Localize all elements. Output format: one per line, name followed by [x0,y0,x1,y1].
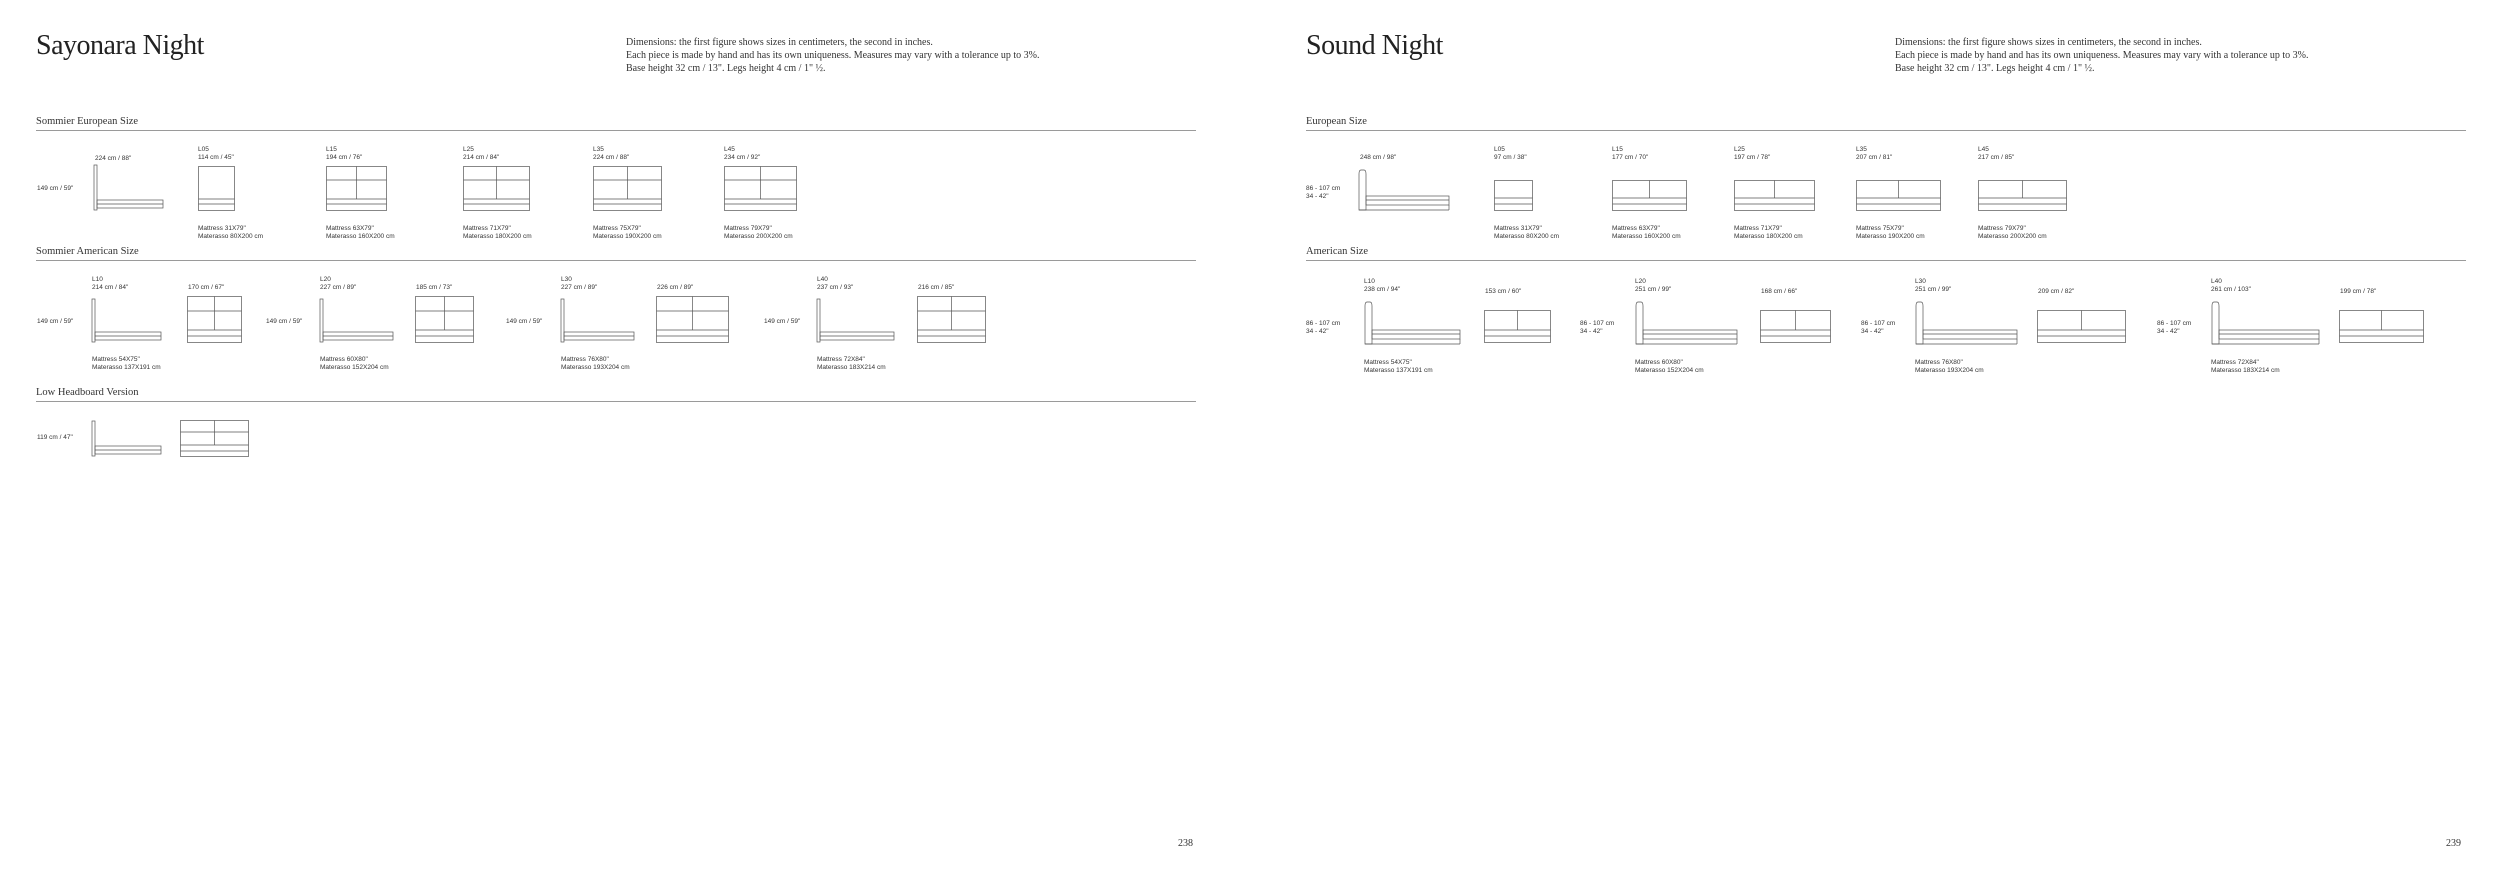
mattress-label-l20 [1635,359,1704,374]
model-code: L10 [1364,278,1375,285]
model-code: L10 [92,276,103,283]
materasso-size: Materasso 152X204 cm [320,363,389,371]
mattress-size: Mattress 54X75" [1364,359,1412,366]
materasso-size: Materasso 160X200 cm [1612,232,1681,240]
width-label: 153 cm / 60" [1485,288,1522,295]
model-label-l30 [561,276,597,291]
mattress-size: Mattress 31X79" [1494,225,1542,232]
mattress-label-l05 [1494,225,1559,240]
bed-side-view-drawing [93,162,165,214]
side-length-label: 237 cm / 93" [817,283,854,291]
model-label-l10 [92,276,128,291]
height-label: 119 cm / 47" [37,434,73,441]
model-width: 217 cm / 85" [1978,153,2015,161]
width-label: 168 cm / 66" [1761,288,1798,295]
mattress-size: Mattress 71X79" [1734,225,1782,232]
model-width: 197 cm / 78" [1734,153,1771,161]
bed-front-view-drawing [2037,310,2127,348]
bed-front-view-drawing [198,166,236,212]
bed-side-view-drawing [560,296,636,346]
side-length-label: 224 cm / 88" [95,155,132,162]
bed-side-view-drawing [2210,300,2322,348]
mattress-size: Mattress 76X80" [1915,359,1963,366]
materasso-size: Materasso 183X214 cm [2211,366,2280,374]
bed-front-view-drawing [187,296,243,346]
side-length-label: 238 cm / 94" [1364,285,1401,293]
height-label: 149 cm / 59" [37,185,74,192]
mattress-label-l10 [92,356,161,371]
model-label-l20 [1635,278,1671,293]
model-code: L35 [593,146,604,153]
model-code: L25 [463,146,474,153]
model-code: L25 [1734,146,1745,153]
materasso-size: Materasso 193X204 cm [1915,366,1984,374]
materasso-size: Materasso 152X204 cm [1635,366,1704,374]
mattress-label-l45 [1978,225,2047,240]
bed-side-view-drawing [1363,300,1463,348]
materasso-size: Materasso 193X204 cm [561,363,630,371]
page-title: Sound Night [1306,30,1443,61]
mattress-size: Mattress 63X79" [326,225,374,232]
mattress-label-l15 [326,225,395,240]
height-in: 34 - 42" [1306,327,1329,335]
bed-front-view-drawing [593,166,663,212]
mattress-size: Mattress 79X79" [1978,225,2026,232]
page-sound-night [1250,0,2500,883]
intro-line: Dimensions: the first figure shows sizes in centimeters, the second in inches. [1895,37,2202,48]
materasso-size: Materasso 80X200 cm [198,232,264,240]
model-label-l35 [593,146,629,161]
model-width: 114 cm / 45" [198,153,234,161]
mattress-size: Mattress 54X75" [92,356,140,363]
mattress-size: Mattress 75X79" [593,225,641,232]
bed-front-view-drawing [917,296,987,346]
model-label-l05 [198,146,234,161]
width-label: 199 cm / 78" [2340,288,2377,295]
bed-front-view-drawing [415,296,475,346]
mattress-size: Mattress 31X79" [198,225,246,232]
materasso-size: Materasso 190X200 cm [1856,232,1925,240]
height-label: 149 cm / 59" [764,318,801,325]
page-number: 239 [2446,838,2461,849]
height-cm: 86 - 107 cm [1306,185,1341,192]
mattress-label-l30 [561,356,630,371]
model-label-l10 [1364,278,1400,293]
mattress-size: Mattress 72X84" [2211,359,2259,366]
model-label-l15 [1612,146,1648,161]
model-width: 234 cm / 92" [724,153,761,161]
mattress-label-l40 [817,356,886,371]
materasso-size: Materasso 183X214 cm [817,363,886,371]
model-width: 214 cm / 84" [463,153,500,161]
bed-front-view-drawing [1494,180,1534,214]
model-label-l40 [2211,278,2251,293]
materasso-size: Materasso 137X191 cm [1364,366,1433,374]
section-heading-european: European Size [1306,116,2466,131]
bed-side-view-drawing [1914,300,2020,348]
model-code: L20 [320,276,331,283]
bed-front-view-drawing [180,420,250,460]
model-code: L40 [817,276,828,283]
mattress-size: Mattress 72X84" [817,356,865,363]
bed-side-view-drawing [816,296,896,346]
model-label-l20 [320,276,356,291]
model-width: 194 cm / 76" [326,153,363,161]
side-length-label: 251 cm / 99" [1915,285,1952,293]
page-number: 238 [1178,838,1193,849]
width-label: 170 cm / 67" [188,284,225,291]
model-code: L45 [724,146,735,153]
section-heading-european: Sommier European Size [36,116,1196,131]
height-range-label [1861,320,1895,335]
bed-front-view-drawing [463,166,531,212]
bed-front-view-drawing [1484,310,1552,348]
mattress-label-l05 [198,225,263,240]
height-in: 34 - 42" [1580,327,1603,335]
model-label-l25 [1734,146,1770,161]
model-label-l05 [1494,146,1527,161]
materasso-size: Materasso 200X200 cm [1978,232,2047,240]
mattress-size: Mattress 60X80" [1635,359,1683,366]
model-label-l25 [463,146,499,161]
mattress-label-l40 [2211,359,2280,374]
bed-side-view-drawing [91,420,163,460]
mattress-label-l35 [593,225,662,240]
materasso-size: Materasso 137X191 cm [92,363,161,371]
mattress-size: Mattress 60X80" [320,356,368,363]
mattress-label-l10 [1364,359,1433,374]
mattress-size: Mattress 63X79" [1612,225,1660,232]
side-length-label: 227 cm / 89" [561,283,598,291]
bed-front-view-drawing [1760,310,1832,348]
height-cm: 86 - 107 cm [1580,320,1615,327]
intro-line: Each piece is made by hand and has its own uniqueness. Measures may vary with a tolerance up to 3%. [1895,50,2309,61]
model-code: L15 [326,146,337,153]
mattress-label-l45 [724,225,793,240]
height-in: 34 - 42" [1861,327,1884,335]
model-code: L45 [1978,146,1989,153]
materasso-size: Materasso 190X200 cm [593,232,662,240]
mattress-label-l15 [1612,225,1681,240]
materasso-size: Materasso 80X200 cm [1494,232,1560,240]
height-range-label [1580,320,1614,335]
height-range-label [1306,185,1340,200]
width-label: 185 cm / 73" [416,284,453,291]
model-label-l40 [817,276,853,291]
side-length-label: 227 cm / 89" [320,283,357,291]
height-label: 149 cm / 59" [506,318,543,325]
height-label: 149 cm / 59" [37,318,74,325]
model-code: L05 [198,146,209,153]
mattress-label-l20 [320,356,389,371]
height-cm: 86 - 107 cm [1306,320,1341,327]
model-width: 177 cm / 70" [1612,153,1649,161]
bed-front-view-drawing [1856,180,1942,214]
bed-side-view-drawing [319,296,395,346]
bed-front-view-drawing [2339,310,2425,348]
height-in: 34 - 42" [1306,192,1329,200]
side-length-label: 261 cm / 103" [2211,285,2251,293]
model-code: L20 [1635,278,1646,285]
materasso-size: Materasso 180X200 cm [1734,232,1803,240]
model-code: L30 [561,276,572,283]
dimensions-note [1895,36,2309,75]
bed-front-view-drawing [1612,180,1688,214]
height-label: 149 cm / 59" [266,318,303,325]
model-width: 97 cm / 38" [1494,153,1527,161]
model-label-l30 [1915,278,1951,293]
bed-side-view-drawing [91,296,163,346]
side-length-label: 248 cm / 98" [1360,154,1397,161]
model-code: L15 [1612,146,1623,153]
mattress-label-l35 [1856,225,1925,240]
model-label-l15 [326,146,362,161]
section-heading-low-headboard: Low Headboard Version [36,387,1196,402]
height-in: 34 - 42" [2157,327,2180,335]
bed-front-view-drawing [326,166,388,212]
mattress-label-l30 [1915,359,1984,374]
bed-front-view-drawing [724,166,798,212]
side-length-label: 214 cm / 84" [92,283,129,291]
mattress-size: Mattress 76X80" [561,356,609,363]
materasso-size: Materasso 180X200 cm [463,232,532,240]
mattress-label-l25 [463,225,532,240]
model-label-l45 [1978,146,2014,161]
model-code: L30 [1915,278,1926,285]
model-width: 224 cm / 88" [593,153,630,161]
mattress-label-l25 [1734,225,1803,240]
bed-side-view-drawing [1634,300,1740,348]
mattress-size: Mattress 79X79" [724,225,772,232]
bed-front-view-drawing [1978,180,2068,214]
section-heading-american: Sommier American Size [36,246,1196,261]
intro-line: Base height 32 cm / 13". Legs height 4 cm / 1" ½. [626,63,826,74]
side-length-label: 251 cm / 99" [1635,285,1672,293]
model-code: L35 [1856,146,1867,153]
intro-line: Dimensions: the first figure shows sizes in centimeters, the second in inches. [626,37,933,48]
width-label: 226 cm / 89" [657,284,694,291]
model-code: L05 [1494,146,1505,153]
materasso-size: Materasso 200X200 cm [724,232,793,240]
page-title: Sayonara Night [36,30,204,61]
height-cm: 86 - 107 cm [2157,320,2192,327]
height-range-label [1306,320,1340,335]
section-heading-american: American Size [1306,246,2466,261]
width-label: 209 cm / 82" [2038,288,2075,295]
dimensions-note [626,36,1040,75]
model-label-l45 [724,146,760,161]
intro-line: Each piece is made by hand and has its own uniqueness. Measures may vary with a tolerance up to 3%. [626,50,1040,61]
height-cm: 86 - 107 cm [1861,320,1896,327]
height-range-label [2157,320,2191,335]
bed-front-view-drawing [656,296,730,346]
model-code: L40 [2211,278,2222,285]
bed-front-view-drawing [1734,180,1816,214]
width-label: 216 cm / 85" [918,284,955,291]
mattress-size: Mattress 71X79" [463,225,511,232]
intro-line: Base height 32 cm / 13". Legs height 4 cm / 1" ½. [1895,63,2095,74]
mattress-size: Mattress 75X79" [1856,225,1904,232]
model-width: 207 cm / 81" [1856,153,1893,161]
bed-side-view-drawing [1357,168,1451,214]
materasso-size: Materasso 160X200 cm [326,232,395,240]
model-label-l35 [1856,146,1892,161]
